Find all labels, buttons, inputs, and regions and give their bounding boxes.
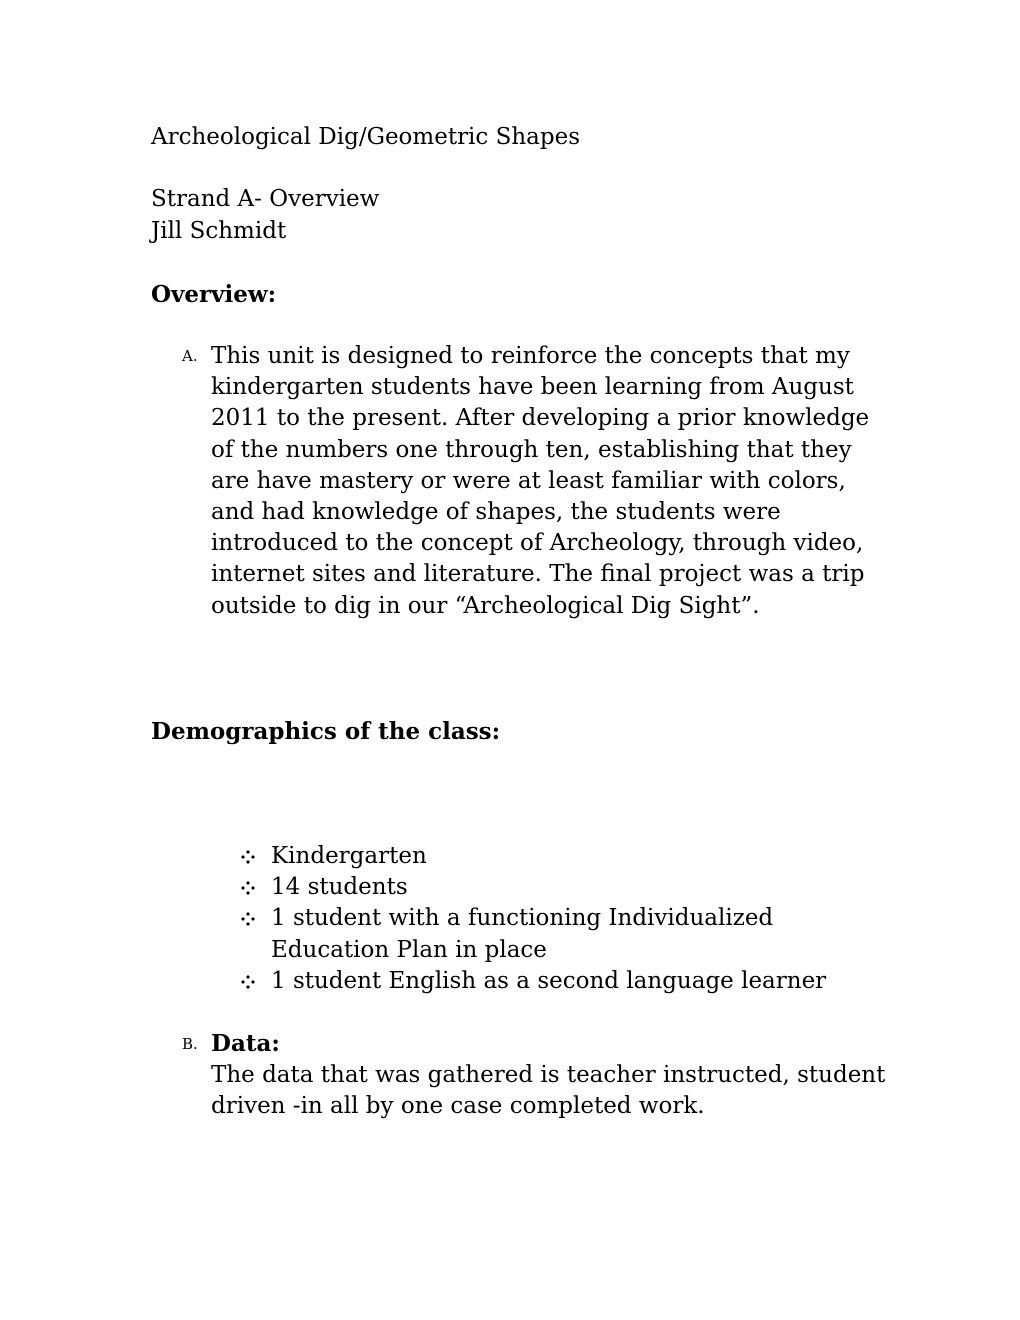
four-diamond-bullet-icon bbox=[241, 975, 255, 989]
data-paragraph bbox=[211, 1060, 891, 1122]
paragraph-line: driven -in all by one case completed work. bbox=[211, 1093, 705, 1120]
author-name: Jill Schmidt bbox=[151, 218, 287, 244]
list-item bbox=[240, 903, 811, 965]
section-a-marker: A. bbox=[182, 347, 198, 365]
list-item bbox=[240, 966, 880, 997]
four-diamond-bullet-icon bbox=[241, 912, 255, 926]
data-heading: Data: bbox=[211, 1030, 280, 1057]
four-diamond-bullet-icon bbox=[241, 881, 255, 895]
paragraph-line: are have mastery or were at least familiar with colors, bbox=[211, 467, 846, 494]
list-item-text: 14 students bbox=[271, 874, 408, 901]
list-item-text: 1 student English as a second language learner bbox=[271, 967, 827, 994]
paragraph-line: kindergarten students have been learning from August bbox=[211, 374, 854, 401]
paragraph-line: internet sites and literature. The final project was a trip bbox=[211, 561, 865, 588]
paragraph-line: of the numbers one through ten, establishing that they bbox=[211, 436, 852, 463]
section-b-marker: B. bbox=[182, 1035, 198, 1053]
list-item bbox=[240, 841, 880, 872]
overview-heading: Overview: bbox=[151, 281, 277, 308]
strand-label: Strand A- Overview bbox=[151, 186, 380, 212]
demographics-heading: Demographics of the class: bbox=[151, 718, 501, 745]
paragraph-line: outside to dig in our “Archeological Dig Sight”. bbox=[211, 592, 760, 619]
paragraph-line: and had knowledge of shapes, the students were bbox=[211, 499, 781, 526]
paragraph-line: This unit is designed to reinforce the concepts that my bbox=[211, 343, 850, 369]
paragraph-line: The data that was gathered is teacher instructed, student bbox=[211, 1062, 886, 1088]
demographics-list bbox=[240, 841, 880, 997]
list-item bbox=[240, 872, 880, 903]
list-item-text: 1 student with a functioning Individualized Education Plan in place bbox=[271, 905, 774, 963]
paragraph-line: introduced to the concept of Archeology, through video, bbox=[211, 530, 864, 557]
section-a-paragraph bbox=[211, 341, 871, 622]
document-title: Archeological Dig/Geometric Shapes bbox=[151, 124, 581, 150]
paragraph-line: 2011 to the present. After developing a prior knowledge bbox=[211, 405, 870, 432]
list-item-text: Kindergarten bbox=[271, 843, 427, 869]
four-diamond-bullet-icon bbox=[241, 850, 255, 864]
